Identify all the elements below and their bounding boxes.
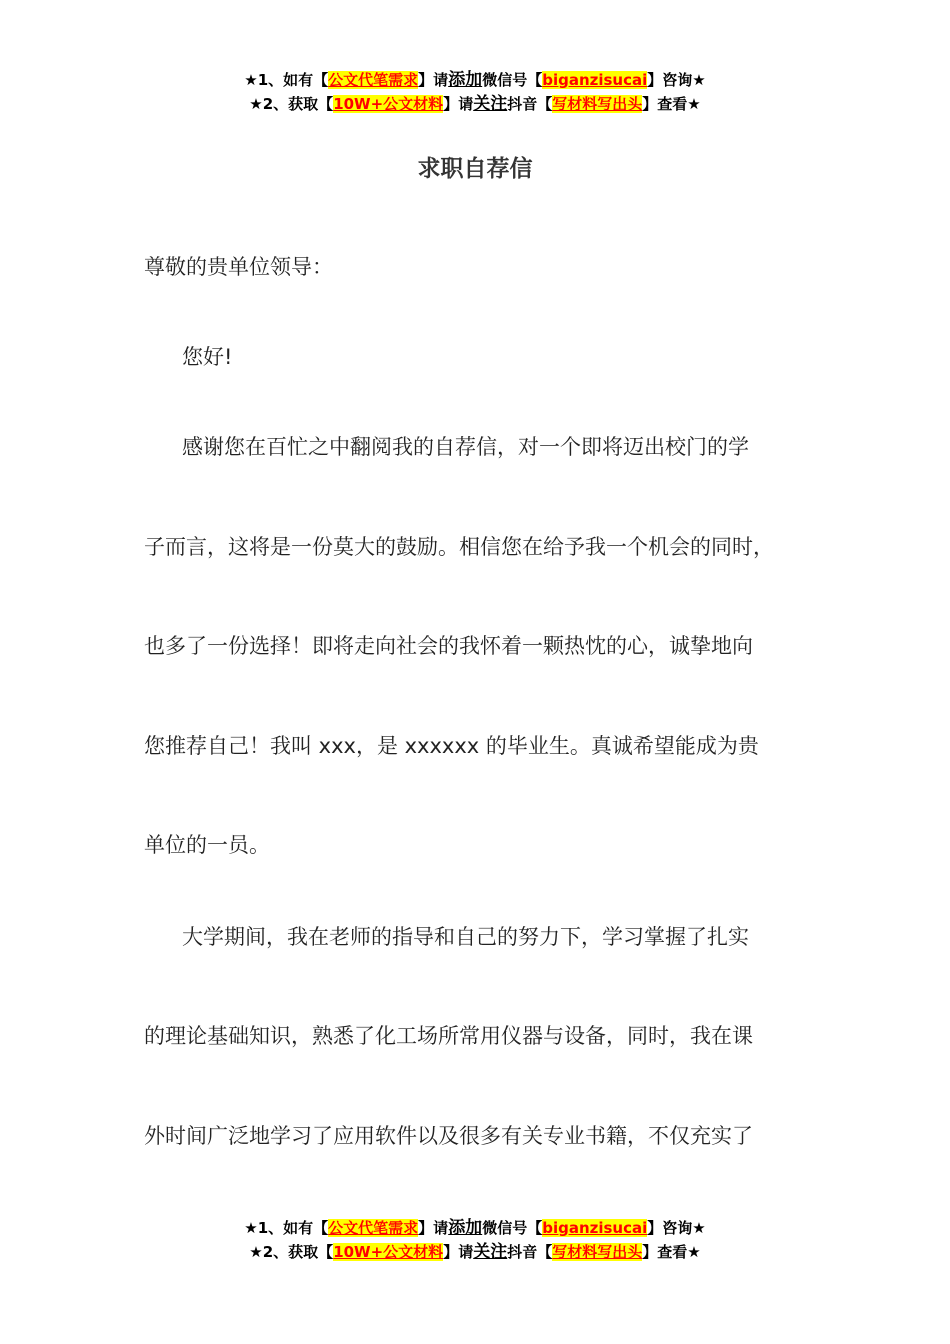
banner-text: ★1、如有【 xyxy=(244,71,329,89)
emphasis-follow: 关注 xyxy=(473,1242,508,1262)
banner-line-2 xyxy=(0,92,950,116)
highlight-service: 公文代笔需求 xyxy=(328,1219,419,1237)
banner-text: 】查看★ xyxy=(642,95,701,113)
banner-text: 抖音【 xyxy=(507,95,553,113)
highlight-service: 公文代笔需求 xyxy=(328,71,419,89)
header-banner xyxy=(0,68,950,116)
highlight-materials: 10W+公文材料 xyxy=(333,1243,444,1261)
banner-line-1 xyxy=(0,1216,950,1240)
banner-line-2 xyxy=(0,1240,950,1264)
salutation: 尊敬的贵单位领导： xyxy=(144,255,333,279)
banner-text: ★2、获取【 xyxy=(249,1243,334,1261)
banner-text: ★1、如有【 xyxy=(244,1219,329,1237)
banner-text: 】咨询★ xyxy=(647,71,706,89)
banner-text: ★2、获取【 xyxy=(249,95,334,113)
banner-line-1 xyxy=(0,68,950,92)
emphasis-add: 添加 xyxy=(448,70,483,90)
paragraph-line: 的理论基础知识，熟悉了化工场所常用仪器与设备，同时，我在课 xyxy=(144,1024,753,1048)
banner-text: 】请 xyxy=(418,71,449,89)
douyin-account: 写材料写出头 xyxy=(552,1243,643,1261)
wechat-id: biganzisucai xyxy=(542,71,648,89)
banner-text: 】查看★ xyxy=(642,1243,701,1261)
paragraph-line: 您推荐自己！我叫 xxx，是 xxxxxx 的毕业生。真诚希望能成为贵 xyxy=(144,734,759,758)
banner-text: 微信号【 xyxy=(482,71,543,89)
paragraph-line: 子而言，这将是一份莫大的鼓励。相信您在给予我一个机会的同时， xyxy=(144,535,774,559)
highlight-materials: 10W+公文材料 xyxy=(333,95,444,113)
emphasis-add: 添加 xyxy=(448,1218,483,1238)
footer-banner xyxy=(0,1216,950,1264)
paragraph-line: 感谢您在百忙之中翻阅我的自荐信，对一个即将迈出校门的学 xyxy=(182,435,749,459)
banner-text: 微信号【 xyxy=(482,1219,543,1237)
emphasis-follow: 关注 xyxy=(473,94,508,114)
greeting: 您好! xyxy=(182,345,233,369)
paragraph-line: 单位的一员。 xyxy=(144,833,270,857)
banner-text: 抖音【 xyxy=(507,1243,553,1261)
banner-text: 】请 xyxy=(418,1219,449,1237)
banner-text: 】请 xyxy=(443,1243,474,1261)
page-title: 求职自荐信 xyxy=(417,156,533,182)
paragraph-line: 大学期间，我在老师的指导和自己的努力下，学习掌握了扎实 xyxy=(182,925,749,949)
wechat-id: biganzisucai xyxy=(542,1219,648,1237)
banner-text: 】请 xyxy=(443,95,474,113)
banner-text: 】咨询★ xyxy=(647,1219,706,1237)
paragraph-line: 也多了一份选择！即将走向社会的我怀着一颗热忱的心，诚挚地向 xyxy=(144,634,753,658)
paragraph-line: 外时间广泛地学习了应用软件以及很多有关专业书籍，不仅充实了 xyxy=(144,1124,753,1148)
douyin-account: 写材料写出头 xyxy=(552,95,643,113)
